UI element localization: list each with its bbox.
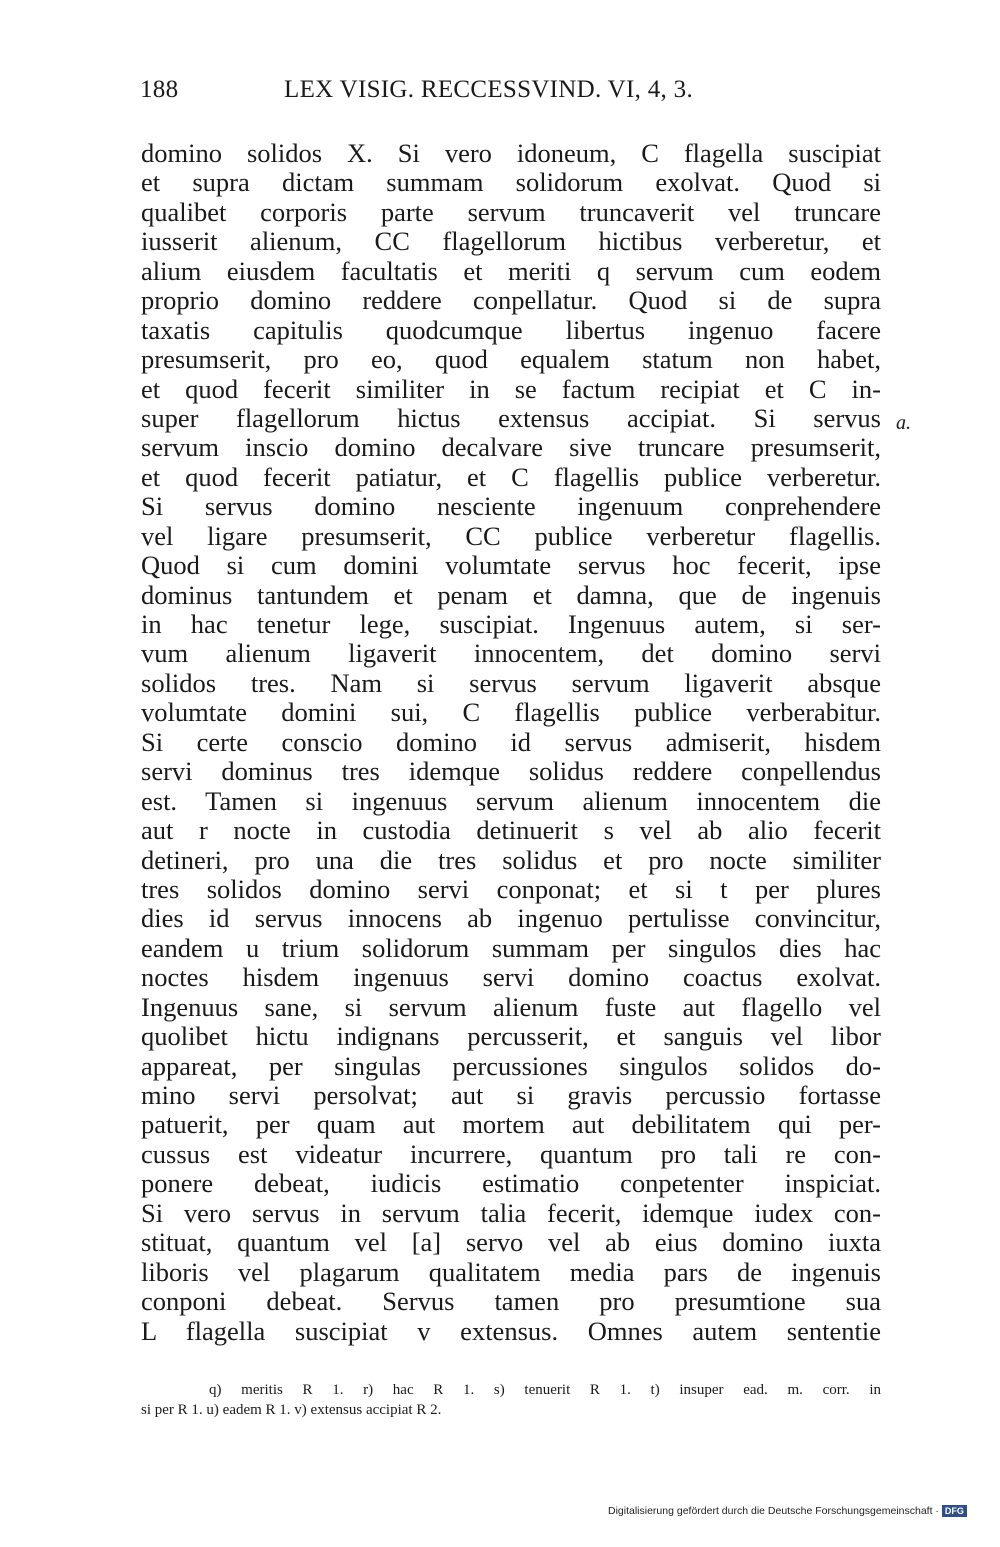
text-line: tres solidos domino servi conponat; et si t per plures	[141, 873, 881, 904]
text-line: volumtate domini sui, C flagellis publice verberabitur.	[141, 697, 881, 728]
text-line: et supra dictam summam solidorum exolvat. Quod si	[141, 167, 881, 198]
text-line: appareat, per singulas percussiones singulos solidos do-	[141, 1050, 881, 1081]
text-line: vel ligare presumserit, CC publice verberetur flagellis.	[141, 520, 881, 551]
text-line: domino solidos X. Si vero idoneum, C flagella suscipiat	[141, 138, 881, 168]
text-line: detineri, pro una die tres solidus et pro nocte similiter	[141, 844, 881, 875]
text-line: Si servus domino nesciente ingenuum conprehendere	[141, 491, 881, 522]
digitization-credit	[608, 1505, 967, 1517]
footnote-line: q) meritis R 1. r) hac R 1. s) tenuerit R 1. t) insuper ead. m. corr. in	[209, 1382, 881, 1398]
text-line: alium eiusdem facultatis et meriti q servum cum eodem	[141, 255, 881, 286]
footnotes	[141, 1380, 881, 1420]
text-line: dominus tantundem et penam et damna, que de ingenuis	[141, 579, 881, 610]
text-line: in hac tenetur lege, suscipiat. Ingenuus autem, si ser-	[141, 609, 881, 639]
dfg-logo: DFG	[942, 1505, 967, 1517]
text-line: conponi debeat. Servus tamen pro presumtione sua	[141, 1286, 881, 1317]
main-text	[141, 139, 881, 1346]
text-line: et quod fecerit patiatur, et C flagellis publice verberetur.	[141, 461, 881, 492]
text-line: servi dominus tres idemque solidus reddere conpellendus	[141, 756, 881, 787]
text-line: et quod fecerit similiter in se factum recipiat et C in-	[141, 373, 881, 404]
text-line: liboris vel plagarum qualitatem media pars de ingenuis	[141, 1256, 881, 1287]
text-line: mino servi persolvat; aut si gravis percussio fortasse	[141, 1080, 881, 1110]
text-line: presumserit, pro eo, quod equalem statum non habet,	[141, 344, 881, 375]
text-line: dies id servus innocens ab ingenuo pertulisse convincitur,	[141, 903, 881, 934]
text-line: taxatis capitulis quodcumque libertus ingenuo facere	[141, 314, 881, 345]
page-header	[140, 76, 880, 112]
margin-note: a.	[896, 412, 911, 434]
text-line: quolibet hictu indignans percusserit, et sanguis vel libor	[141, 1021, 881, 1052]
text-line: solidos tres. Nam si servus servum ligaverit absque	[141, 667, 881, 698]
footnote-line: si per R 1. u) eadem R 1. v) extensus accipiat R 2.	[141, 1402, 442, 1418]
text-line: Si vero servus in servum talia fecerit, idemque iudex con-	[141, 1197, 881, 1228]
running-title: LEX VISIG. RECCESSVIND. VI, 4, 3.	[284, 76, 693, 103]
text-line: super flagellorum hictus extensus accipiat. Si servus	[141, 402, 881, 433]
text-line: stituat, quantum vel [a] servo vel ab eius domino iuxta	[141, 1227, 881, 1258]
text-line: Ingenuus sane, si servum alienum fuste aut flagello vel	[141, 991, 881, 1022]
text-line: cussus est videatur incurrere, quantum pro tali re con-	[141, 1138, 881, 1169]
text-line: vum alienum ligaverit innocentem, det domino servi	[141, 638, 881, 669]
text-line: eandem u trium solidorum summam per singulos dies hac	[141, 932, 881, 963]
text-line: ponere debeat, iudicis estimatio conpetenter inspiciat.	[141, 1168, 881, 1199]
text-line: est. Tamen si ingenuus servum alienum innocentem die	[141, 785, 881, 816]
text-line: noctes hisdem ingenuus servi domino coactus exolvat.	[141, 962, 881, 993]
text-line: Quod si cum domini volumtate servus hoc fecerit, ipse	[141, 550, 881, 581]
text-line: servum inscio domino decalvare sive truncare presumserit,	[141, 432, 881, 463]
page-number: 188	[140, 76, 179, 103]
text-line: L flagella suscipiat v extensus. Omnes autem sententie	[141, 1315, 881, 1346]
digitization-text: Digitalisierung gefördert durch die Deutsche Forschungsgemeinschaft ·	[608, 1505, 939, 1517]
text-line: iusserit alienum, CC flagellorum hictibus verberetur, et	[141, 226, 881, 257]
text-line: qualibet corporis parte servum truncaverit vel truncare	[141, 196, 881, 227]
text-line: aut r nocte in custodia detinuerit s vel ab alio fecerit	[141, 815, 881, 846]
text-line: proprio domino reddere conpellatur. Quod si de supra	[141, 285, 881, 316]
text-line: Si certe conscio domino id servus admiserit, hisdem	[141, 726, 881, 757]
text-line: patuerit, per quam aut mortem aut debilitatem qui per-	[141, 1109, 881, 1140]
